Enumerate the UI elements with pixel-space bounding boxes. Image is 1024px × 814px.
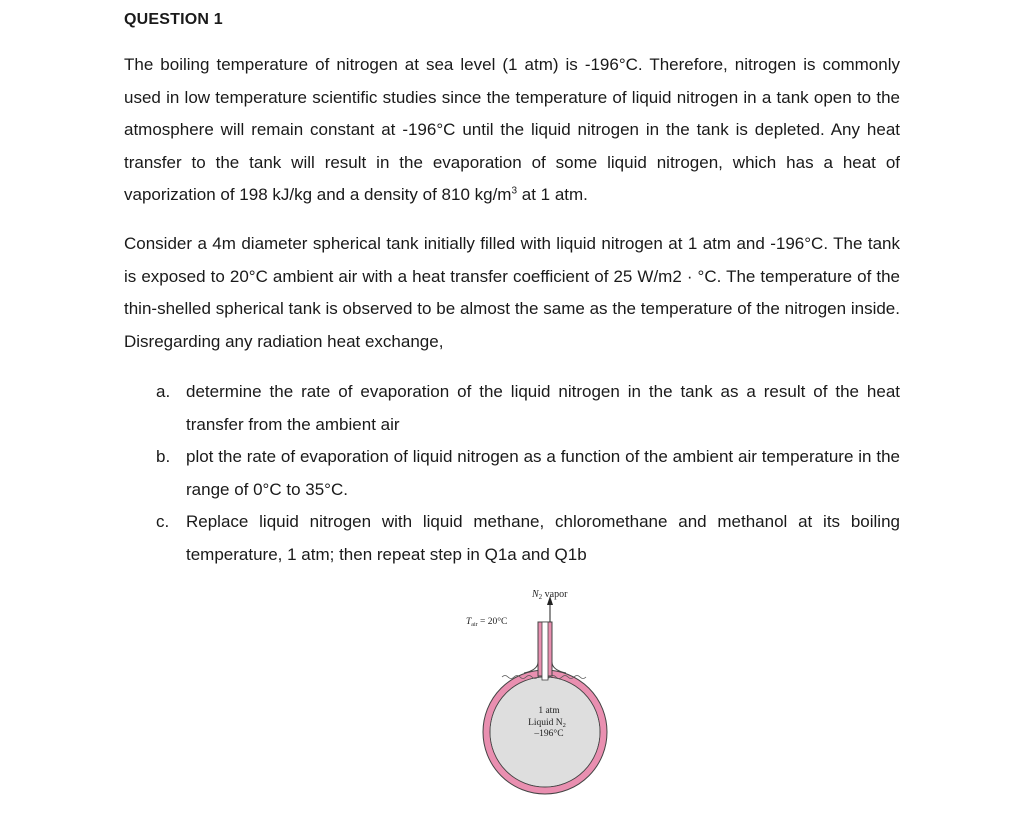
pressure-label: 1 atm: [538, 706, 560, 716]
list-item: [124, 441, 900, 506]
cubic-superscript: 3: [511, 185, 518, 197]
neck-bore: [542, 622, 548, 680]
vapor-label: $N_2$ vapor: [532, 589, 568, 601]
list-marker: a.: [156, 382, 171, 401]
list-marker: c.: [156, 512, 170, 532]
list-item-text: Replace liquid nitrogen with liquid methane, chloromethane and methanol at its boiling temperature, 1 atm; then repeat step in Q1a and Q1b: [186, 512, 900, 564]
list-item: [124, 376, 900, 441]
list-item-text: plot the rate of evaporation of liquid nitrogen as a function of the ambient air temperature in the range of 0°C to 35°C.: [186, 447, 900, 499]
intro-text-end: at 1 atm.: [517, 185, 588, 205]
list-marker: b.: [156, 447, 171, 467]
intro-paragraph: [124, 49, 900, 212]
task-list: [124, 376, 900, 572]
intro-text: The boiling temperature of nitrogen at sea level (1 atm) is -196°C. Therefore, nitrogen is commonly used in low temperature scientific studies since the temperature of liquid nitrogen in a tank open to the atmosphere will remain constant at -196°C until the liquid nitrogen in the tank is depleted. Any heat transfer to the tank will result in the evaporation of some liquid nitrogen, which has a heat of vaporization of 198 kJ/kg and a density of 810 kg/m: [124, 55, 900, 205]
problem-paragraph: Consider a 4m diameter spherical tank initially filled with liquid nitrogen at 1 atm and -196°C. The tank is exposed to 20°C ambient air with a heat transfer coefficient of 25 W/m2 · °C. The temperature of the thin-shelled spherical tank is observed to be almost the same as the temperature of the nitrogen inside. Disregarding any radiation heat exchange,: [124, 234, 900, 351]
tank-diagram: [440, 582, 640, 802]
list-item-text: determine the rate of evaporation of the liquid nitrogen in the tank as a result of the heat transfer from the ambient air: [186, 382, 900, 434]
question-heading: QUESTION 1: [124, 11, 223, 28]
list-item: [124, 506, 900, 571]
liquid-temp-label: –196°C: [534, 729, 564, 739]
liquid-label: Liquid $N_2$: [528, 718, 566, 729]
ambient-temp-label: $T_{air} = 20^\circ C$: [466, 617, 508, 628]
